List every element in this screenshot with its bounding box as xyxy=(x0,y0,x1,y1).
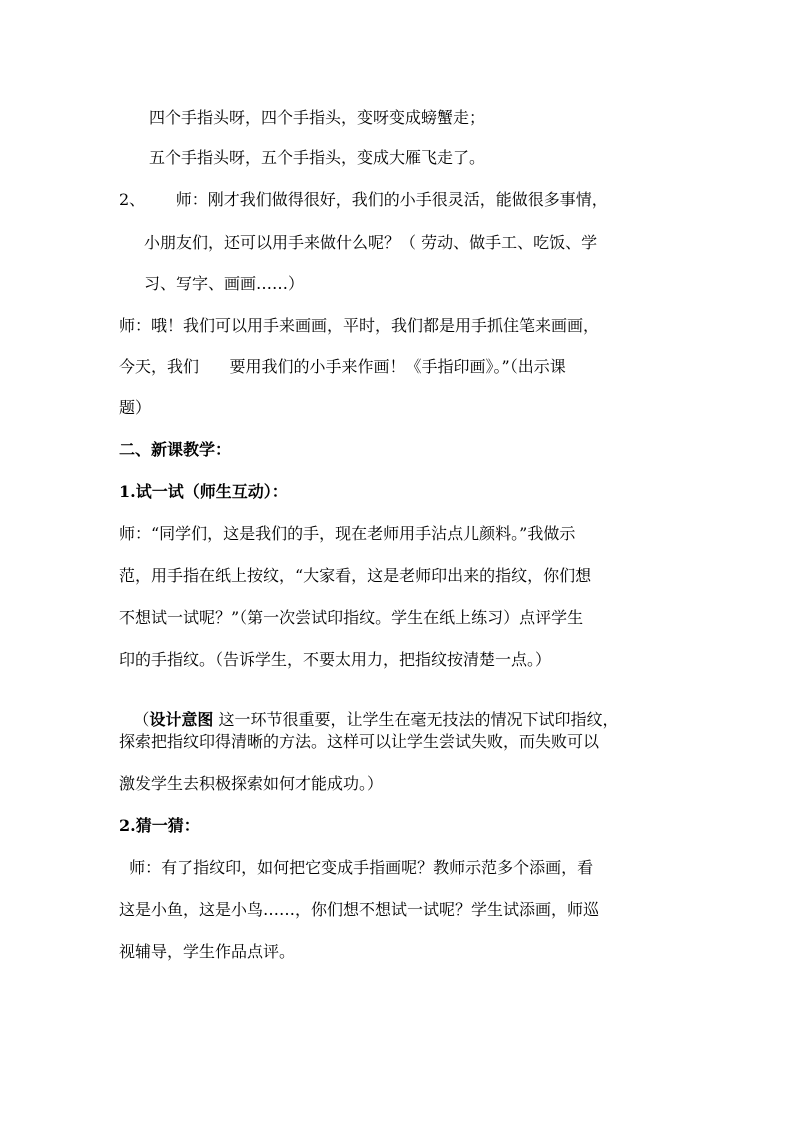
paragraph-2-line-1: 2、 师：刚才我们做得很好，我们的小手很灵活，能做很多事情， xyxy=(119,190,608,209)
demo-line-1: 师：“同学们，这是我们的手，现在老师用手沾点儿颜料。”我做示 xyxy=(119,524,576,543)
demo-line-4: 印的手指纹。（告诉学生，不要太用力，把指纹按清楚一点。） xyxy=(119,650,552,669)
song-line-4: 四个手指头呀，四个手指头，变呀变成螃蟹走； xyxy=(149,108,486,127)
subheading-try: 1.试一试（师生互动）： xyxy=(119,482,288,501)
teacher-line-3: 题） xyxy=(119,398,152,417)
design-intent-label: 设计意图 xyxy=(149,710,214,729)
paragraph-2-line-2: 小朋友们，还可以用手来做什么呢？（ 劳动、做手工、吃饭、学 xyxy=(144,233,598,252)
demo-line-2: 范，用手指在纸上按纹，“大家看，这是老师印出来的指纹，你们想 xyxy=(119,566,592,585)
guess-line-3: 视辅导，学生作品点评。 xyxy=(119,942,296,961)
section-heading: 二、新课教学： xyxy=(119,440,232,459)
demo-line-3: 不想试一试呢？”（第一次尝试印指纹。学生在纸上练习）点评学生 xyxy=(119,608,584,627)
design-intent-line-3: 激发学生去积极探索如何才能成功。） xyxy=(119,774,384,793)
design-intent-text: 这一环节很重要，让学生在毫无技法的情况下试印指纹， xyxy=(213,710,619,729)
song-line-5: 五个手指头呀，五个手指头，变成大雁飞走了。 xyxy=(149,148,486,167)
design-intent-line-2: 探索把指纹印得清晰的方法。这样可以让学生尝试失败，而失败可以 xyxy=(119,732,600,751)
teacher-line-2: 今天，我们 要用我们的小手来作画！《手指印画》。”（出示课 xyxy=(119,357,566,376)
guess-line-1: 师：有了指纹印，如何把它变成手指画呢？教师示范多个添画，看 xyxy=(119,858,594,877)
guess-line-2: 这是小鱼，这是小鸟……，你们想不想试一试呢？学生试添画，师巡 xyxy=(119,900,600,919)
subheading-guess: 2.猜一猜： xyxy=(119,816,200,835)
design-intent-open-paren: （ xyxy=(133,710,150,729)
paragraph-2-line-3: 习、写字、画画……） xyxy=(144,274,305,293)
teacher-line-1: 师：哦！我们可以用手来画画，平时，我们都是用手抓住笔来画画， xyxy=(119,316,600,335)
